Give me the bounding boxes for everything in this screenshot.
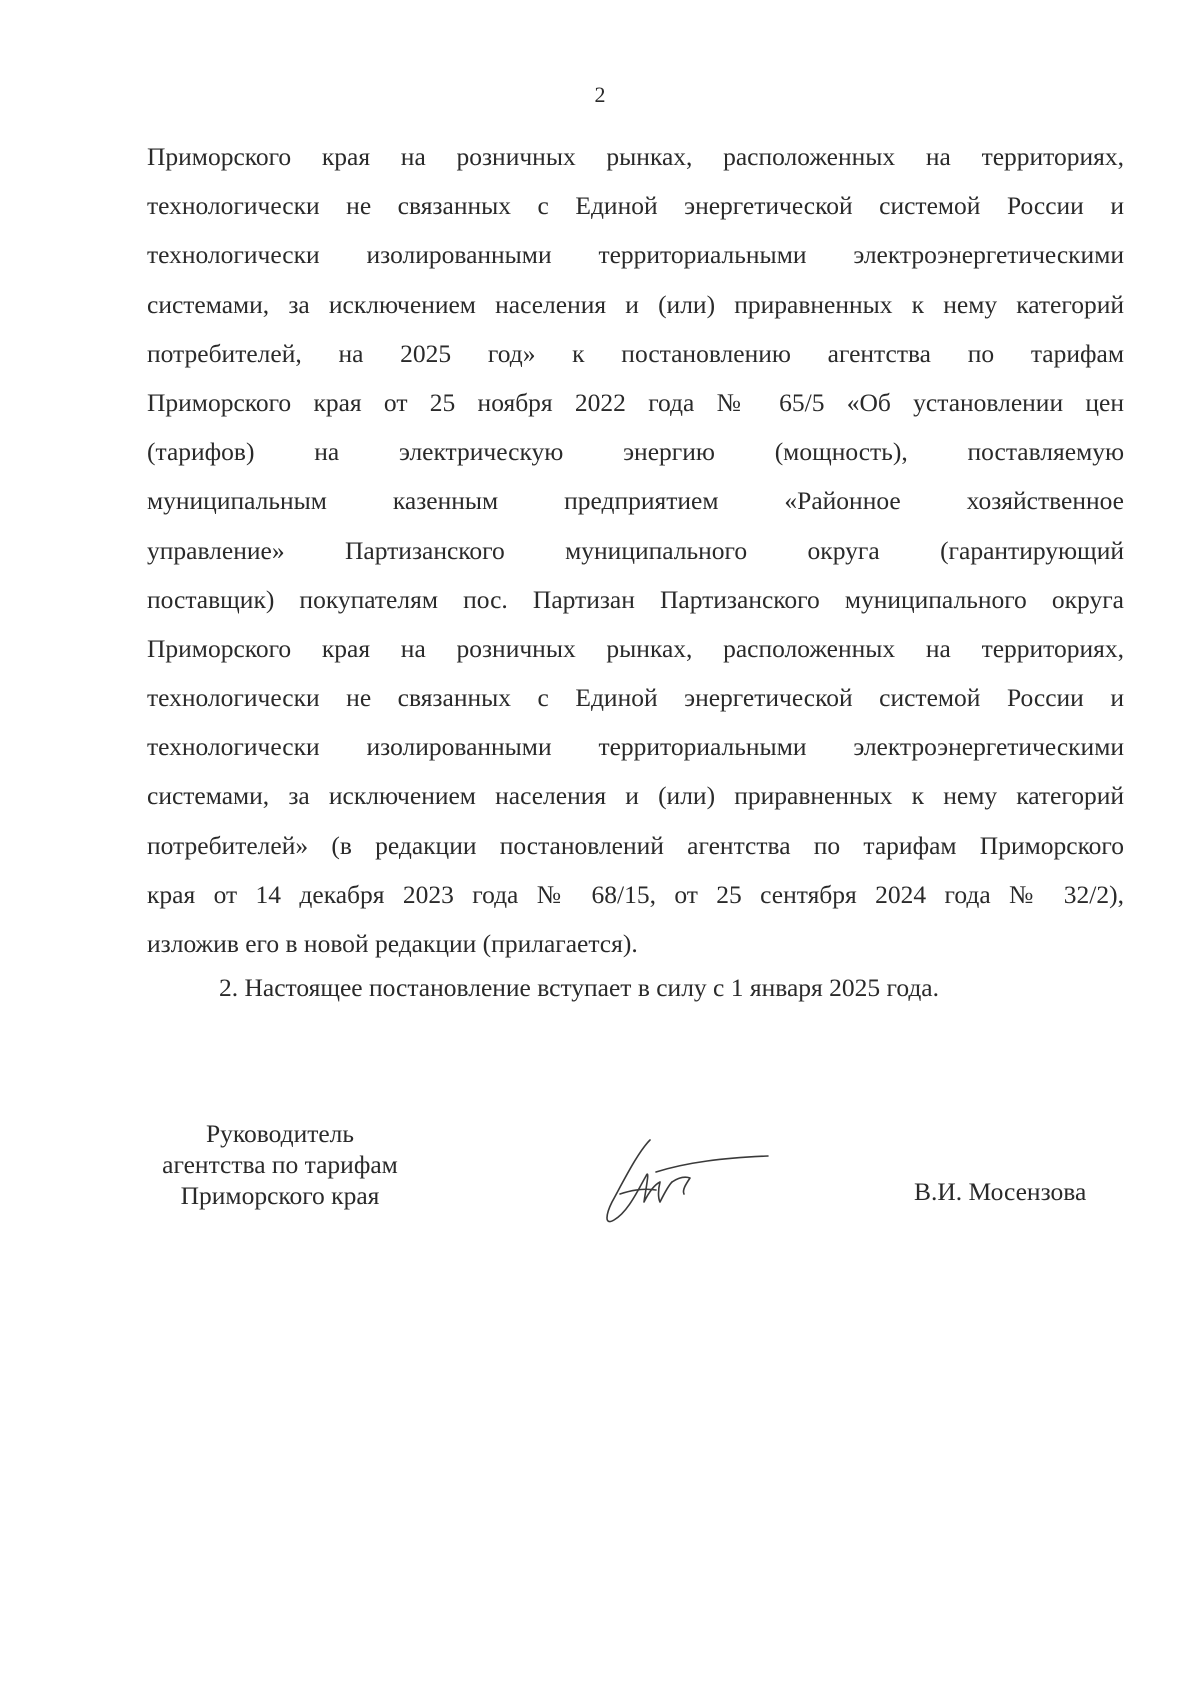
paragraph-line: изложив его в новой редакции (прилагается). [147, 929, 638, 958]
paragraph-2: 2. Настоящее постановление вступает в силу с 1 января 2025 года. [219, 973, 940, 1002]
paragraph-line: системами, за исключением населения и (или) приравненных к нему категорий [147, 781, 1124, 811]
paragraph-line: системами, за исключением населения и (или) приравненных к нему категорий [147, 289, 1124, 319]
paragraph-line: поставщик) покупателям пос. Партизан Партизанского муниципального округа [147, 584, 1124, 614]
paragraph-line: края от 14 декабря 2023 года № 68/15, от 25 сентября 2024 года № 32/2), [147, 879, 1124, 909]
paragraph-line: муниципальным казенным предприятием «Районное хозяйственное [147, 486, 1124, 516]
paragraph-1 [147, 132, 1124, 968]
handwritten-signature [598, 1132, 778, 1232]
paragraph-line: технологически не связанных с Единой энергетической системой России и [147, 191, 1124, 221]
signer-title [145, 1118, 415, 1211]
paragraph-line: Приморского края на розничных рынках, расположенных на территориях, [147, 633, 1124, 663]
signer-title-line: Руководитель [205, 1119, 355, 1148]
paragraph-line: технологически изолированными территориальными электроэнергетическими [147, 240, 1124, 270]
paragraph-line: потребителей, на 2025 год» к постановлению агентства по тарифам [147, 338, 1124, 368]
signer-title-line: агентства по тарифам [162, 1150, 398, 1179]
signer-name: В.И. Мосензова [914, 1177, 1087, 1206]
paragraph-line: управление» Партизанского муниципального округа (гарантирующий [147, 535, 1124, 565]
paragraph-line: Приморского края от 25 ноября 2022 года № 65/5 «Об установлении цен [147, 387, 1124, 417]
paragraph-line: технологически не связанных с Единой энергетической системой России и [147, 683, 1124, 713]
paragraph-line: технологически изолированными территориальными электроэнергетическими [147, 732, 1124, 762]
paragraph-line: (тарифов) на электрическую энергию (мощность), поставляемую [147, 437, 1124, 467]
paragraph-line: Приморского края на розничных рынках, расположенных на территориях, [147, 142, 1124, 171]
paragraph-line: потребителей» (в редакции постановлений агентства по тарифам Приморского [147, 830, 1124, 860]
signer-title-line: Приморского края [180, 1181, 380, 1210]
page-number: 2 [594, 82, 606, 107]
